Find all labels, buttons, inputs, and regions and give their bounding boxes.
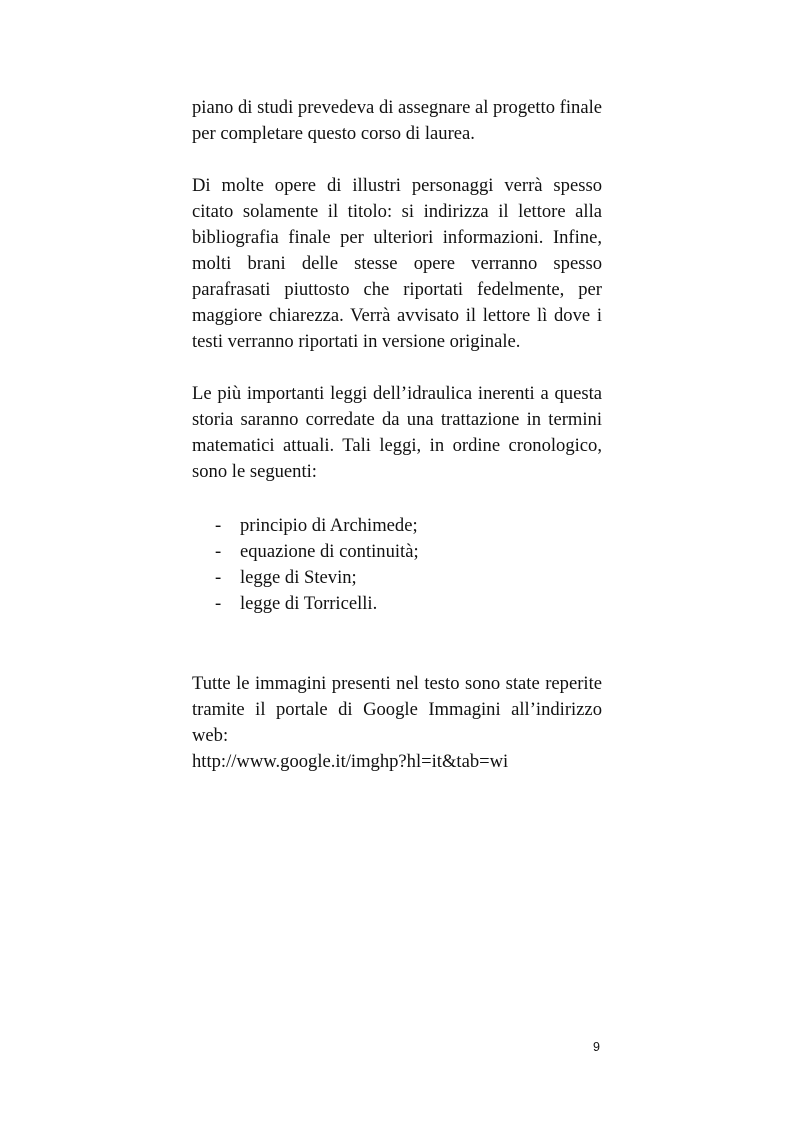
list-item [215,539,419,565]
list-item-text: equazione di continuità; [240,541,419,562]
laws-paragraph-block [192,381,602,485]
images-url: http://www.google.it/imghp?hl=it&tab=wi [192,751,509,772]
list-item [215,513,419,539]
list-item [215,591,419,617]
list-item-text: legge di Stevin; [240,567,357,588]
list-dash: - [215,593,222,614]
list-item-text: legge di Torricelli. [240,593,378,614]
laws-list [215,513,419,617]
images-paragraph-block [192,671,602,749]
list-dash: - [215,567,222,588]
list-item [215,565,419,591]
list-dash: - [215,515,222,536]
page-number: 9 [593,1040,600,1054]
intro-paragraph-block [192,95,602,147]
intro-paragraph: piano di studi prevedeva di assegnare al progetto finale per completare questo corso di laurea. [192,97,602,144]
images-paragraph: Tutte le immagini presenti nel testo sono state reperite tramite il portale di Google Immagini all’indirizzo web: [192,673,602,746]
references-paragraph: Di molte opere di illustri personaggi verrà spesso citato solamente il titolo: si indirizza il lettore alla bibliografia finale per ulteriori informazioni. Infine, molti brani delle stesse opere verranno spesso parafrasati piuttosto che riportati fedelmente, per maggiore chiarezza. Verrà avvisato il lettore lì dove i testi verranno riportati in versione originale. [192,175,602,352]
laws-paragraph: Le più importanti leggi dell’idraulica inerenti a questa storia saranno corredate da una trattazione in termini matematici attuali. Tali leggi, in ordine cronologico, sono le seguenti: [192,383,602,482]
list-item-text: principio di Archimede; [240,515,418,536]
references-paragraph-block [192,173,602,355]
list-dash: - [215,541,222,562]
